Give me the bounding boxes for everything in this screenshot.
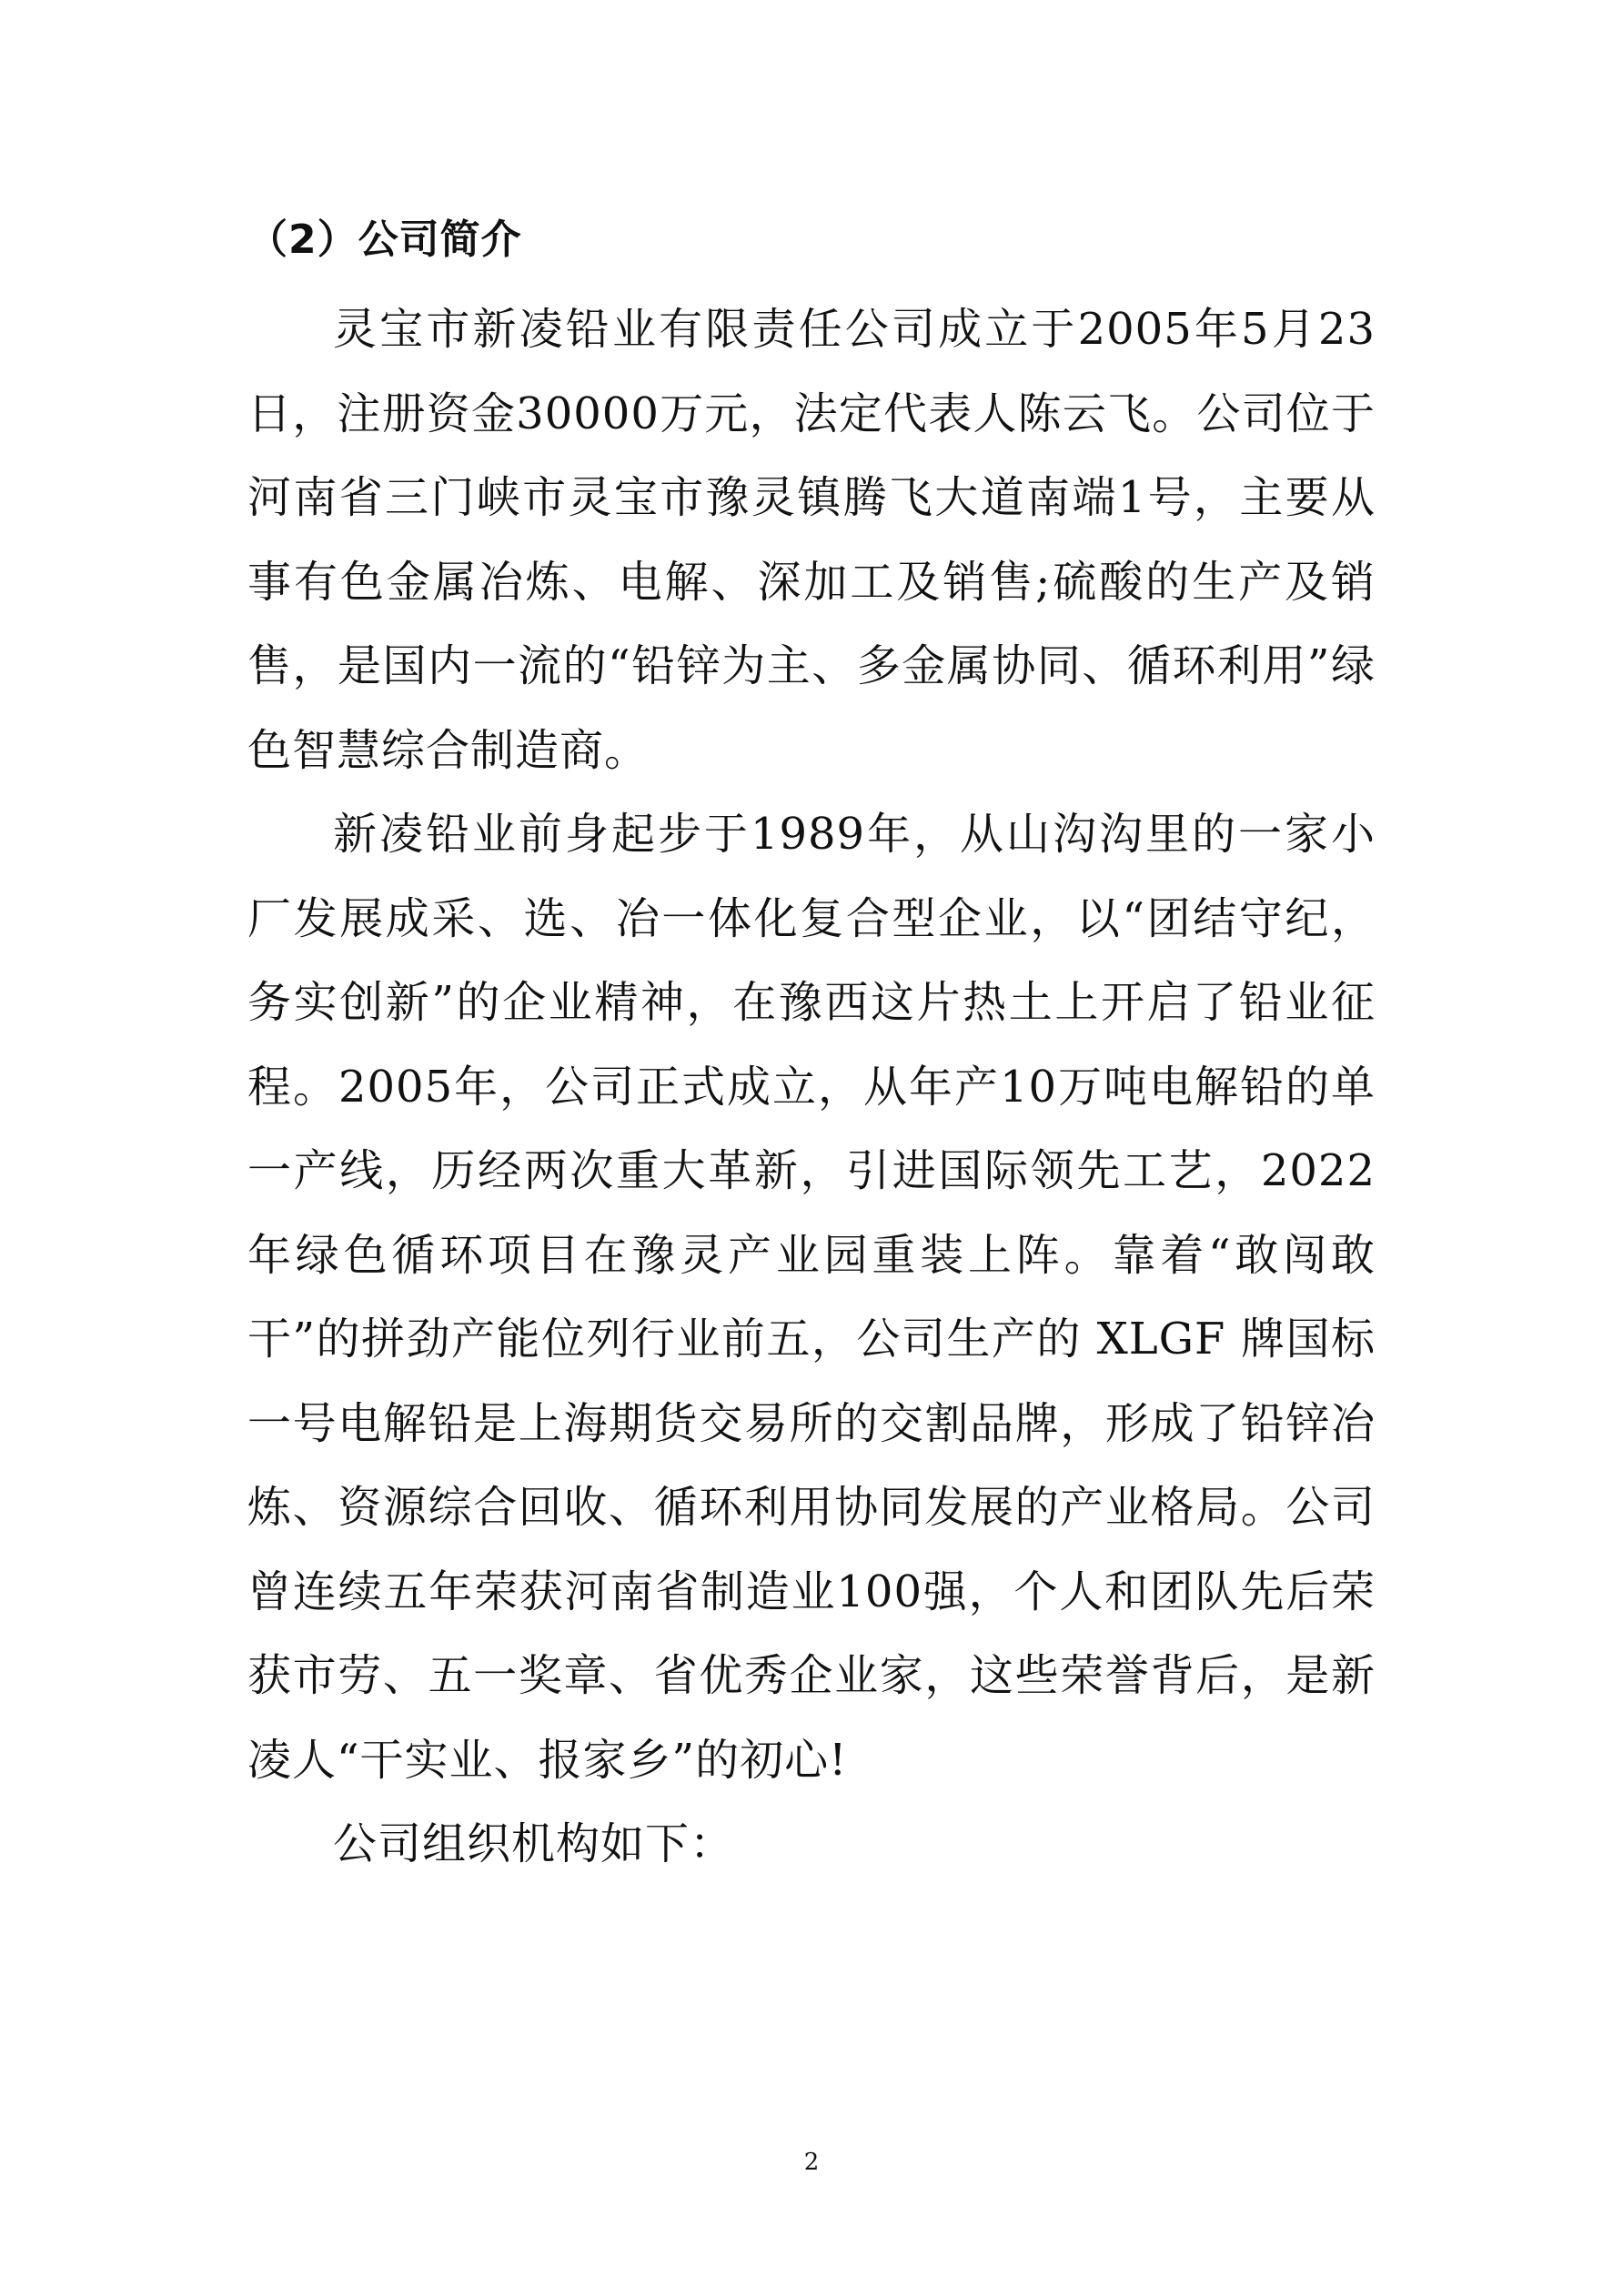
paragraph-org-structure-intro: 公司组织机构如下： <box>333 1818 735 1869</box>
page-number: 2 <box>803 2149 820 2176</box>
paragraph-company-history: 新凌铅业前身起步于1989年，从山沟沟里的一家小厂发展成采、选、冶一体化复合型企业，以“团结守纪，务实创新”的企业精神，在豫西这片热土上开启了铅业征程。2005年，公司正式成立，从年产10万吨电解铅的单一产线，历经两次重大革新，引进国际领先工艺，2022年绿色循环项目在豫灵产业园重装上阵。靠着“敢闯敢干”的拼劲产能位列行业前五，公司生产的 XLGF 牌国标一号电解铅是上海期货交易所的交割品牌，形成了铅锌冶炼、资源综合回收、循环利用协同发展的产业格局。公司曾连续五年荣获河南省制造业100强，个人和团队先后荣获市劳、五一奖章、省优秀企业家，这些荣誉背后，是新凌人“干实业、报家乡”的初心! <box>247 809 1376 1786</box>
page-content <box>247 198 1376 1887</box>
paragraph-company-overview: 灵宝市新凌铅业有限责任公司成立于2005年5月23日，注册资金30000万元，法定代表人陈云飞。公司位于河南省三门峡市灵宝市豫灵镇腾飞大道南端1号，主要从事有色金属冶炼、电解、深加工及销售;硫酸的生产及销售，是国内一流的“铅锌为主、多金属协同、循环利用”绿色智慧综合制造商。 <box>247 304 1376 776</box>
section-heading: （2）公司简介 <box>247 217 522 263</box>
